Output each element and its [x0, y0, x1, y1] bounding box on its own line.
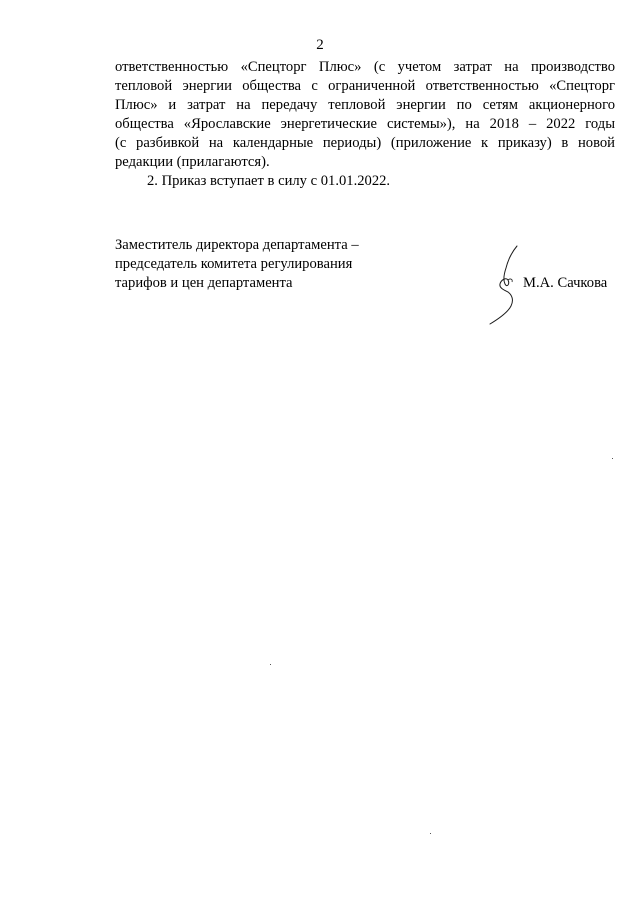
signatory-position — [115, 236, 415, 293]
scan-speck — [430, 833, 431, 834]
signatory-name: М.А. Сачкова — [523, 275, 608, 291]
paragraph-2: 2. Приказ вступает в силу с 01.01.2022. — [147, 173, 391, 189]
document-body — [115, 58, 615, 191]
paragraph-1-line: ответственностью «Спецторг Плюс» (с учетом затрат на производство — [115, 59, 615, 75]
signatory-position-line: Заместитель директора департамента – — [115, 237, 359, 253]
page-number: 2 — [316, 37, 324, 53]
scan-speck — [270, 664, 271, 665]
signatory-position-line: председатель комитета регулирования — [115, 256, 353, 272]
paragraph-1-line: редакции (прилагаются). — [115, 154, 270, 170]
paragraph-1-line: общества «Ярославские энергетические системы»), на 2018 – 2022 годы — [115, 116, 615, 132]
paragraph-1-line: тепловой энергии общества с ограниченной ответственностью «Спецторг — [115, 78, 615, 94]
paragraph-1 — [115, 58, 615, 172]
paragraph-1-line: (с разбивкой на календарные периоды) (приложение к приказу) в новой — [115, 135, 615, 151]
scan-speck — [612, 458, 613, 459]
signatory-position-line: тарифов и цен департамента — [115, 275, 293, 291]
paragraph-1-line: Плюс» и затрат на передачу тепловой энергии по сетям акционерного — [115, 97, 615, 113]
